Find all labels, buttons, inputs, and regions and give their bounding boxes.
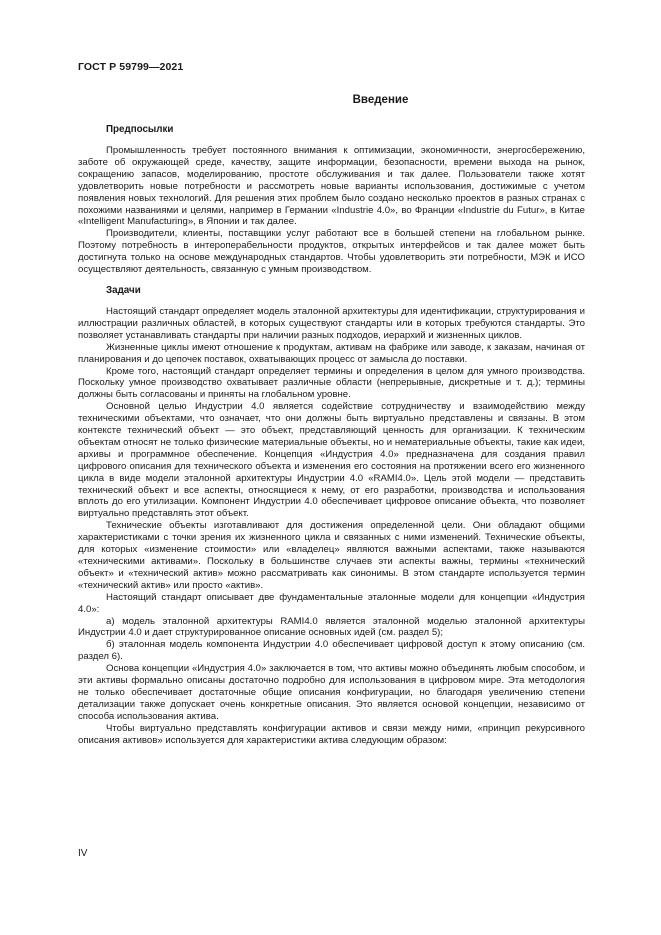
paragraph: Основной целью Индустрии 4.0 является содействие сотрудничеству и взаимодействию между техническими объектами, что означает, что они должны быть виртуально представлены и связаны. В этом контексте технический объект — это объект, представляющий ценность для организации. К техническим объектам относят не только физические материальные объекты, но и нематериальные объекты, такие как идеи, архивы и программное обеспечение. Концепция «Индустрия 4.0» предназначена для создания правил цифрового описания для технического объекта и изменения его состояния на протяжении всего его жизненного цикла в виде модели эталонной архитектуры Индустрии 4.0 «RAMI4.0». Цель этой модели — представить технический объект и все аспекты, относящиеся к нему, от его разработки, производства и использования вплоть до его утилизации. Компонент Индустрии 4.0 обеспечивает цифровое описание объекта, что позволяет виртуально представлять этот объект. [78,401,585,520]
paragraph: Жизненные циклы имеют отношение к продуктам, активам на фабрике или заводе, к заказам, начиная от планирования и до цепочек поставок, охватывающих процесс от замысла до поставки. [78,341,585,365]
paragraph: Чтобы виртуально представлять конфигурации активов и связи между ними, «принцип рекурсивного описания активов» используется для характеристики актива следующим образом: [78,722,585,746]
document-body [78,124,585,747]
paragraph: Производители, клиенты, поставщики услуг работают все в большей степени на глобальном рынке. Поэтому потребность в интероперабельности продуктов, открытых интерфейсов и так далее может быть достигнута только на основе международных стандартов. Чтобы удовлетворить эти потребности, МЭК и ИСО осуществляют деятельность, связанную с умным производством. [78,228,585,276]
paragraph: Промышленность требует постоянного внимания к оптимизации, экономичности, энергосбережению, заботе об окружающей среде, качеству, защите информации, безопасности, времени выхода на рынок, сокращению запасов, моделированию, простоте обслуживания и так далее. Пользователи также хотят удовлетворить новые потребности и рассмотреть новые варианты использования, достижимые с учетом появления новых технологий. Для решения этих проблем было создано несколько проектов в разных странах с похожими названиями и целями, например в Германии «Industrie 4.0», во Франции «Industrie du Futur», в Китае «Intelligent Manufacturing», в Японии и так далее. [78,145,585,228]
paragraph: Технические объекты изготавливают для достижения определенной цели. Они обладают общими характеристиками с точки зрения их жизненного цикла и связанных с ними изменений. Технические объекты, для которых «изменение стоимости» или «владелец» являются важными аспектами, также называются «техническими активами». Поскольку в большинстве случаев эти аспекты важны, термины «технический объект» и «технический актив» можно рассматривать как синонимы. В этом стандарте используется термин «технический актив» или просто «актив». [78,520,585,591]
standard-designation: ГОСТ Р 59799—2021 [78,61,184,73]
page-number: IV [78,848,88,859]
list-item: б) эталонная модель компонента Индустрии 4.0 обеспечивает цифровой доступ к этому описанию (см. раздел 6). [78,639,585,663]
section-heading-background: Предпосылки [106,124,174,135]
paragraph: Настоящий стандарт описывает две фундаментальные эталонные модели для концепции «Индустрия 4.0»: [78,591,585,615]
paragraph: Настоящий стандарт определяет модель эталонной архитектуры для идентификации, структурирования и иллюстрации различных областей, в которых существуют стандарты или в которых требуются стандарты. Это позволяет устанавливать стандарты при наличии разных подходов, иерархий и жизненных циклов. [78,305,585,341]
page-title: Введение [352,94,409,106]
section-heading-tasks: Задачи [106,284,141,296]
paragraph: Основа концепции «Индустрия 4.0» заключается в том, что активы можно объединять любым способом, и эти активы формально описаны достаточно подробно для использования в цифровом мире. Эта методология не только обеспечивает достаточные общие описания конфигурации, но благодаря увеличению степени детализации также допускает очень конкретные описания. Это является основой концепции, независимо от способа использования актива. [78,663,585,722]
paragraph: Кроме того, настоящий стандарт определяет термины и определения в целом для умного производства. Поскольку умное производство охватывает различные области (непрерывные, дискретные и т. д.); термины должны быть согласованы и приняты на глобальном уровне. [78,365,585,401]
list-item: а) модель эталонной архитектуры RAMI4.0 является эталонной моделью эталонной архитектуры Индустрии 4.0 и дает структурированное описание основных идей (см. раздел 5); [78,615,585,639]
